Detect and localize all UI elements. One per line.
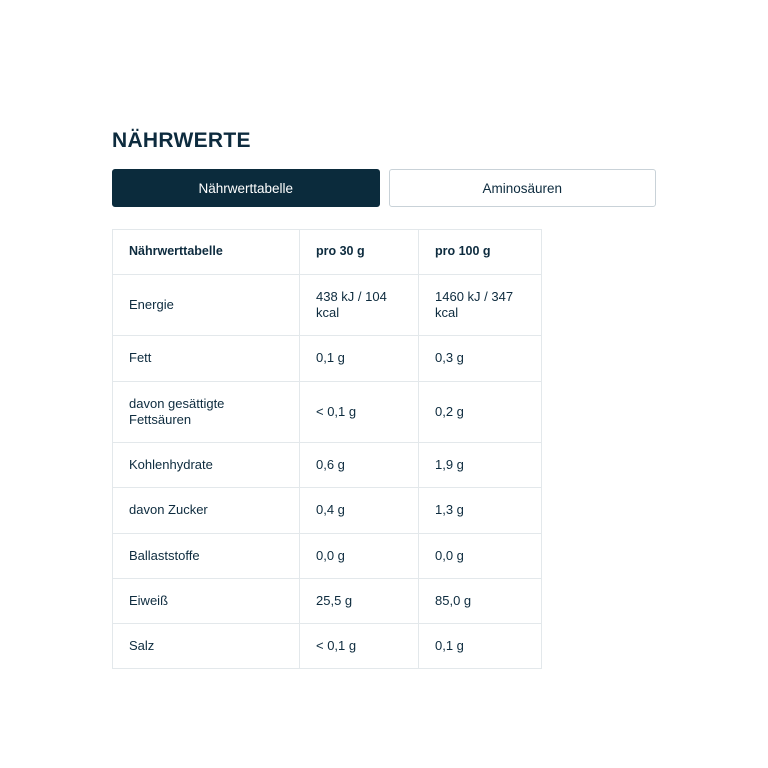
column-header-per-30g: pro 30 g — [300, 230, 419, 275]
tab-amino-acids[interactable] — [389, 169, 657, 207]
row-value-per-30g: 0,1 g — [300, 336, 419, 381]
row-label: Energie — [113, 274, 300, 336]
table-row — [113, 336, 542, 381]
row-value-per-100g: 1460 kJ / 347 kcal — [419, 274, 542, 336]
row-value-per-30g: 438 kJ / 104 kcal — [300, 274, 419, 336]
row-value-per-100g: 0,2 g — [419, 381, 542, 443]
row-value-per-100g: 1,3 g — [419, 488, 542, 533]
row-value-per-100g: 85,0 g — [419, 578, 542, 623]
column-header-label: Nährwerttabelle — [113, 230, 300, 275]
tab-amino-acids-label: Aminosäuren — [482, 180, 563, 196]
row-value-per-30g: 25,5 g — [300, 578, 419, 623]
row-label: davon Zucker — [113, 488, 300, 533]
table-row — [113, 578, 542, 623]
row-label: Kohlenhydrate — [113, 443, 300, 488]
row-value-per-30g: 0,6 g — [300, 443, 419, 488]
row-value-per-100g: 0,1 g — [419, 624, 542, 669]
tab-nutrition-table-label: Nährwerttabelle — [198, 180, 294, 196]
row-label: davon gesättigte Fettsäuren — [113, 381, 300, 443]
row-value-per-100g: 1,9 g — [419, 443, 542, 488]
table-header — [113, 230, 542, 275]
row-label: Salz — [113, 624, 300, 669]
table-header-row — [113, 230, 542, 275]
table-row — [113, 381, 542, 443]
table-row — [113, 624, 542, 669]
nutrition-section — [112, 128, 656, 669]
page-title: NÄHRWERTE — [112, 129, 251, 152]
table-row — [113, 274, 542, 336]
tab-nutrition-table[interactable] — [112, 169, 380, 207]
row-value-per-30g: < 0,1 g — [300, 624, 419, 669]
table-row — [113, 533, 542, 578]
tab-bar — [112, 169, 656, 207]
nutrition-table — [112, 229, 542, 669]
table-row — [113, 443, 542, 488]
row-value-per-30g: < 0,1 g — [300, 381, 419, 443]
row-value-per-100g: 0,0 g — [419, 533, 542, 578]
row-value-per-30g: 0,0 g — [300, 533, 419, 578]
row-value-per-100g: 0,3 g — [419, 336, 542, 381]
table-body — [113, 274, 542, 669]
row-label: Eiweiß — [113, 578, 300, 623]
table-row — [113, 488, 542, 533]
row-label: Ballaststoffe — [113, 533, 300, 578]
row-value-per-30g: 0,4 g — [300, 488, 419, 533]
column-header-per-100g: pro 100 g — [419, 230, 542, 275]
row-label: Fett — [113, 336, 300, 381]
